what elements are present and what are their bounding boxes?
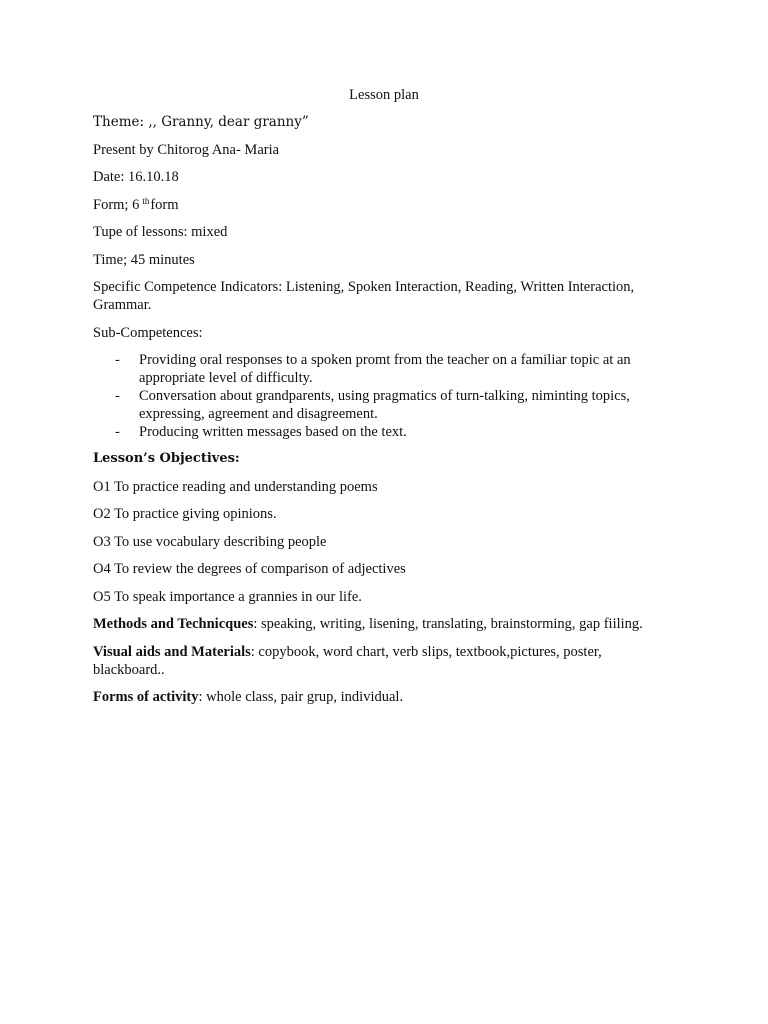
- list-item-text: Producing written messages based on the text.: [139, 424, 407, 440]
- objective-item: O5 To speak importance a grannies in our life.: [93, 588, 362, 605]
- list-item-text: Conversation about grandparents, using pragmatics of turn-talking, niminting topics, expressing, agreement and disagreement.: [139, 388, 630, 422]
- objective-item: O4 To review the degrees of comparison of adjectives: [93, 561, 406, 577]
- form-prefix: Form; 6: [93, 196, 140, 213]
- presenter-line: Present by Chitorog Ana- Maria: [93, 141, 280, 158]
- sub-competences-list: [93, 351, 675, 441]
- form-line: [93, 196, 675, 214]
- document-title: Lesson plan: [349, 87, 419, 103]
- visual-aids-text: : copybook, word chart, verb slips, textbook,pictures, poster, blackboard..: [93, 643, 602, 678]
- list-item: [93, 387, 675, 423]
- visual-aids-paragraph: [93, 643, 675, 679]
- lesson-type-line: Tupe of lessons: mixed: [93, 224, 228, 240]
- bullet-dash: -: [115, 424, 120, 440]
- objectives-heading: Lesson’s Objectives:: [93, 451, 240, 466]
- bullet-dash: -: [115, 388, 120, 404]
- objective-item: O3 To use vocabulary describing people: [93, 533, 327, 550]
- list-item-text: Providing oral responses to a spoken promt from the teacher on a familiar topic at an appropriate level of difficulty.: [139, 352, 631, 386]
- theme-line: Theme: ,, Granny, dear granny”: [93, 114, 309, 130]
- methods-label: Methods and Technicques: [93, 616, 254, 632]
- visual-aids-label: Visual aids and Materials: [93, 643, 251, 660]
- forms-text: : whole class, pair grup, individual.: [198, 689, 404, 705]
- forms-label: Forms of activity: [93, 689, 199, 705]
- lesson-plan-body: [93, 86, 675, 716]
- methods-paragraph: [93, 615, 675, 633]
- objective-item: O2 To practice giving opinions.: [93, 506, 277, 522]
- date-line: Date: 16.10.18: [93, 169, 179, 185]
- form-suffix: form: [150, 196, 179, 213]
- list-item: [93, 351, 675, 387]
- forms-paragraph: [93, 688, 675, 706]
- sub-competences-heading: Sub-Competences:: [93, 324, 203, 341]
- form-superscript: th: [142, 195, 150, 206]
- time-line: Time; 45 minutes: [93, 251, 195, 268]
- specific-competence-paragraph: Specific Competence Indicators: Listening, Spoken Interaction, Reading, Written Interaction, Grammar.: [93, 279, 635, 313]
- list-item: [93, 423, 675, 441]
- methods-text: : speaking, writing, lisening, translating, brainstorming, gap fiiling.: [253, 616, 643, 632]
- objective-item: O1 To practice reading and understanding poems: [93, 478, 378, 495]
- bullet-dash: -: [115, 352, 120, 368]
